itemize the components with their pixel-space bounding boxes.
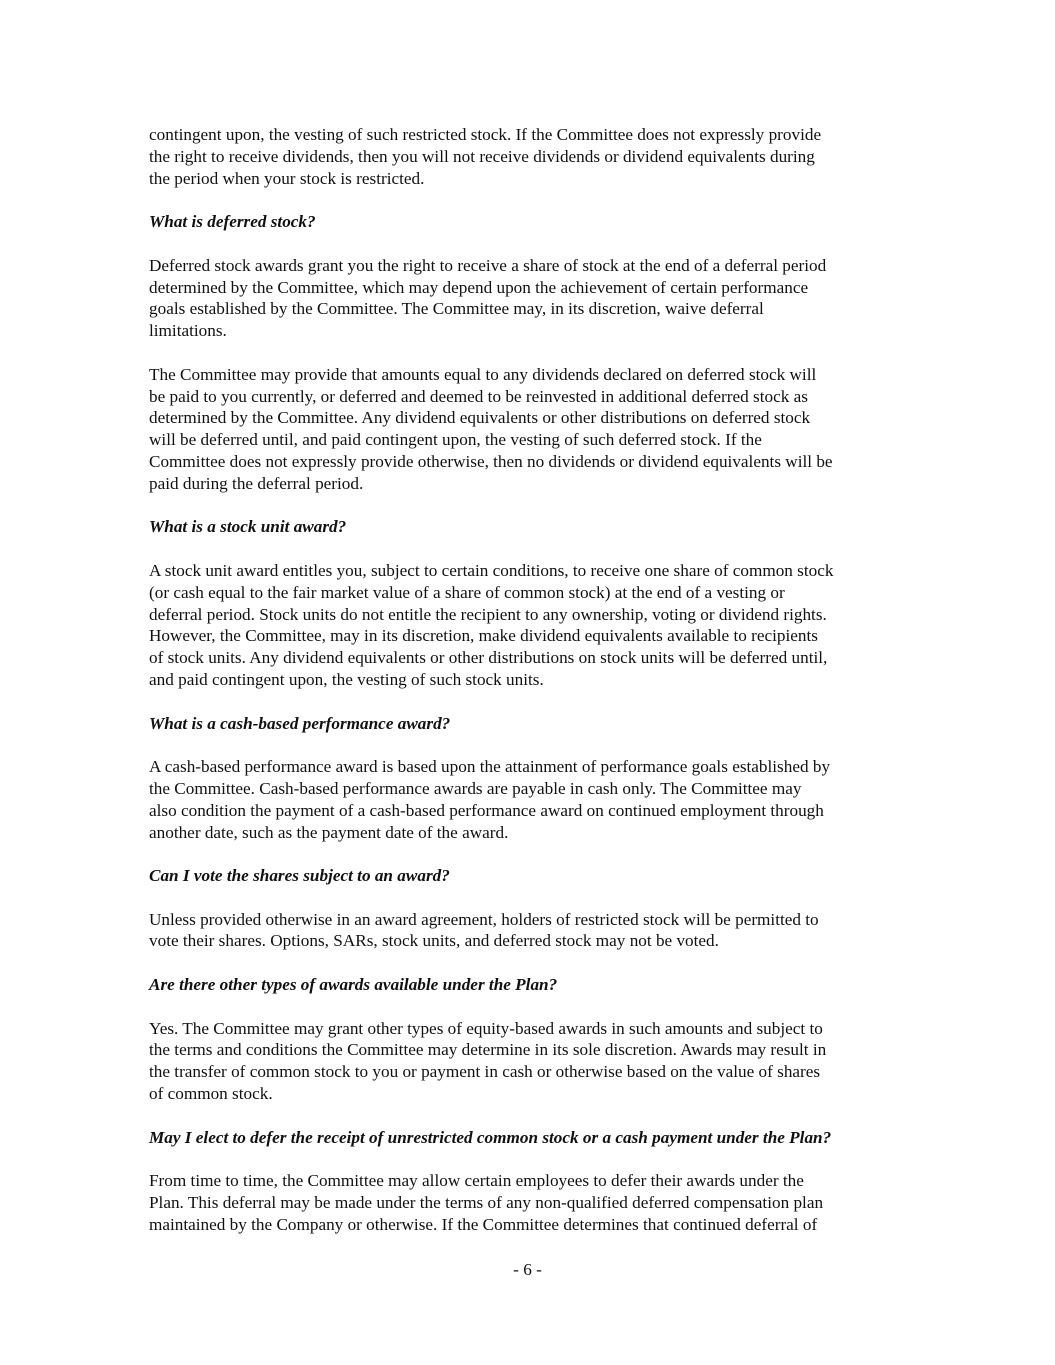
question-cash-based-performance-award: What is a cash-based performance award? (149, 713, 451, 733)
paragraph-deferred-stock-awards: Deferred stock awards grant you the right to receive a share of stock at the end of a deferral period determined by the Committee, which may depend upon the achievement of certain performance goals established by the Committee. The Committee may, in its discretion, waive deferral limitations. (149, 255, 827, 341)
paragraph-stock-unit-award: A stock unit award entitles you, subject to certain conditions, to receive one share of common stock (or cash equal to the fair market value of a share of common stock) at the end of a vesting or deferral period. Stock units do not entitle the recipient to any ownership, voting or dividend rights. However, the Committee, may in its discretion, make dividend equivalents available to recipients of stock units. Any dividend equivalents or other distributions on stock units will be deferred until, and paid contingent upon, the vesting of such stock units. (149, 560, 834, 689)
document-body (149, 124, 919, 1236)
question-deferred-stock: What is deferred stock? (149, 212, 316, 232)
question-other-award-types: Are there other types of awards available under the Plan? (149, 975, 558, 995)
paragraph-restricted-stock-dividends: contingent upon, the vesting of such restricted stock. If the Committee does not expressly provide the right to receive dividends, then you will not receive dividends or dividend equivalents during the period when your stock is restricted. (149, 125, 822, 188)
question-stock-unit-award: What is a stock unit award? (149, 517, 347, 537)
paragraph-vote-shares: Unless provided otherwise in an award agreement, holders of restricted stock will be permitted to vote their shares. Options, SARs, stock units, and deferred stock may not be voted. (149, 909, 819, 951)
paragraph-deferred-stock-dividends: The Committee may provide that amounts equal to any dividends declared on deferred stock will be paid to you currently, or deferred and deemed to be reinvested in additional deferred stock as determined by the Committee. Any dividend equivalents or other distributions on deferred stock will be deferred until, and paid contingent upon, the vesting of such deferred stock. If the Committee does not expressly provide otherwise, then no dividends or dividend equivalents will be paid during the deferral period. (149, 364, 833, 493)
question-vote-shares: Can I vote the shares subject to an award? (149, 866, 450, 886)
paragraph-cash-based-performance-award: A cash-based performance award is based upon the attainment of performance goals established by the Committee. Cash-based performance awards are payable in cash only. The Committee may also condition the payment of a cash-based performance award on continued employment through another date, such as the payment date of the award. (149, 757, 831, 842)
question-defer-receipt: May I elect to defer the receipt of unrestricted common stock or a cash payment under the Plan? (149, 1127, 832, 1147)
paragraph-other-award-types: Yes. The Committee may grant other types of equity-based awards in such amounts and subject to the terms and conditions the Committee may determine in its sole discretion. Awards may result in the transfer of common stock to you or payment in cash or otherwise based on the value of shares of common stock. (149, 1018, 827, 1104)
page-number: - 6 - (513, 1260, 542, 1279)
paragraph-defer-receipt: From time to time, the Committee may allow certain employees to defer their awards under the Plan. This deferral may be made under the terms of any non-qualified deferred compensation plan maintained by the Company or otherwise. If the Committee determines that continued deferral of (149, 1171, 824, 1234)
